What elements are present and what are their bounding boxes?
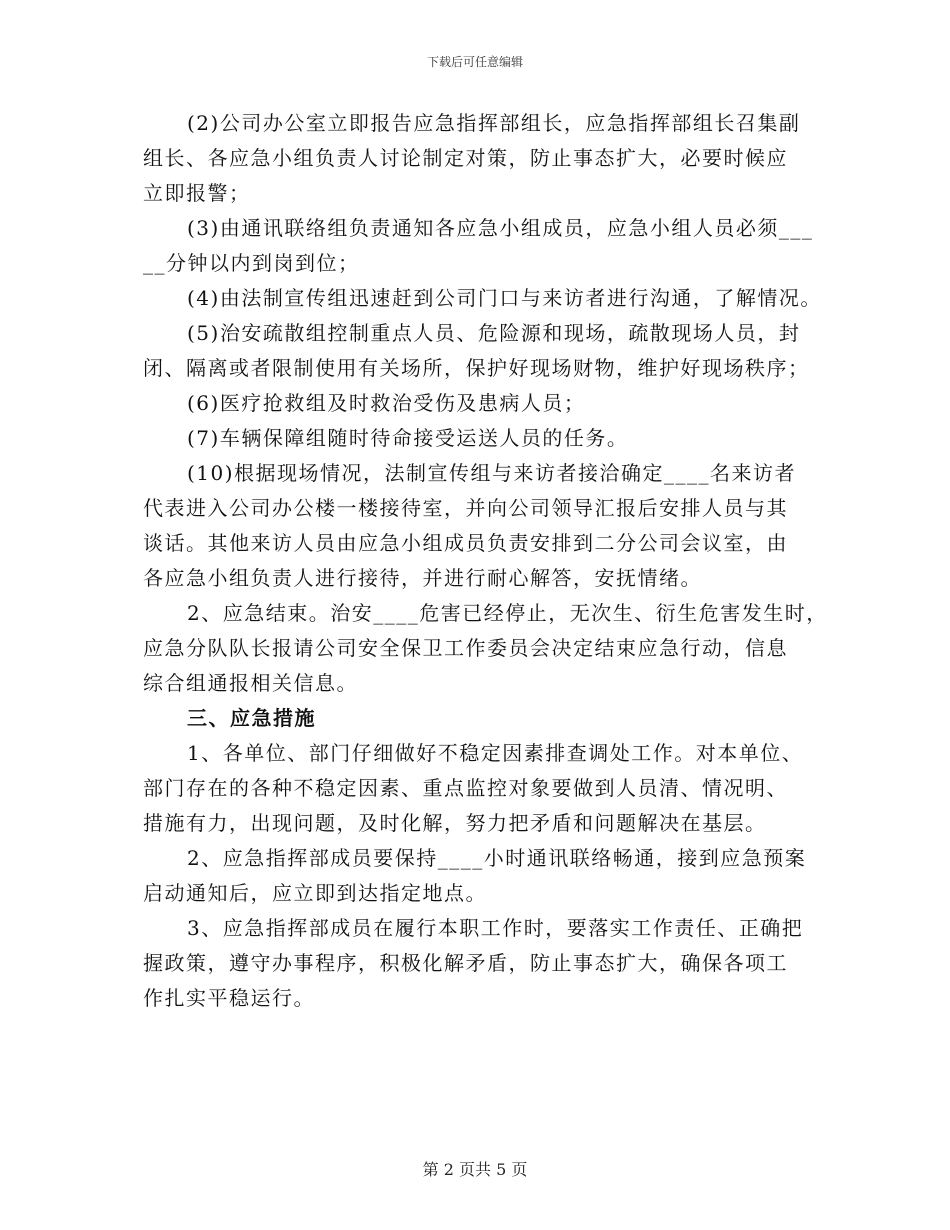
measures-group [143,736,823,1016]
paragraph [143,316,823,386]
paragraph [143,421,823,456]
paragraph-line: 应急分队队长报请公司安全保卫工作委员会决定结束应急行动，信息 [143,636,788,660]
paragraph-line: (6)医疗抢救组及时救治受伤及患病人员； [187,391,586,415]
paragraph [143,596,828,701]
paragraph-line: 谈话。其他来访人员由应急小组成员负责安排到二分公司会议室，由 [143,531,788,555]
paragraph-line: 综合组通报相关信息。 [143,671,358,695]
paragraph-line: 3、应急指挥部成员在履行本职工作时，要落实工作责任、正确把 [187,916,804,940]
paragraph [143,386,823,421]
paragraph-line: 立即报警； [143,181,251,205]
page-header: 下载后可任意编辑 [426,55,523,69]
paragraph-line: 作扎实平稳运行。 [143,986,315,1010]
paragraph [143,211,823,281]
paragraph [143,736,823,841]
paragraph-line: (10)根据现场情况，法制宣传组与来访者接洽确定____名来访者 [187,461,797,485]
paragraph-line: 组长、各应急小组负责人讨论制定对策，防止事态扩大，必要时候应 [143,146,788,170]
paragraph-line: 闭、隔离或者限制使用有关场所，保护好现场财物，维护好现场秩序； [143,356,810,380]
paragraph [143,456,823,596]
paragraph [143,911,823,1016]
paragraph-line: 各应急小组负责人进行接待，并进行耐心解答，安抚情绪。 [143,566,702,590]
paragraph-line: 1、各单位、部门仔细做好不稳定因素排查调处工作。对本单位、 [187,741,804,765]
paragraph [143,841,823,911]
paragraph-line: 启动通知后，应立即到达指定地点。 [143,881,487,905]
paragraph-line: 措施有力，出现问题，及时化解，努力把矛盾和问题解决在基层。 [143,811,767,835]
paragraph-line: (2)公司办公室立即报告应急指挥部组长，应急指挥部组长召集副 [187,111,801,135]
paragraph-group [143,106,828,701]
paragraph [143,281,823,316]
paragraph-line: 代表进入公司办公楼一楼接待室，并向公司领导汇报后安排人员与其 [143,496,788,520]
paragraph-line: (4)由法制宣传组迅速赶到公司门口与来访者进行沟通，了解情况。 [187,286,822,310]
section-heading: 三、应急措施 [187,706,316,730]
paragraph [143,106,823,211]
paragraph-line: (7)车辆保障组随时待命接受运送人员的任务。 [187,426,629,450]
paragraph-line: __分钟以内到岗到位； [143,251,360,275]
paragraph-line: (5)治安疏散组控制重点人员、危险源和现场，疏散现场人员，封 [187,321,801,345]
paragraph-line: 部门存在的各种不稳定因素、重点监控对象要做到人员清、情况明、 [143,776,788,800]
paragraph-line: 握政策，遵守办事程序，积极化解矛盾，防止事态扩大，确保各项工 [143,951,788,975]
document-body [143,106,828,1016]
page-footer: 第 2 页共 5 页 [422,1160,528,1179]
paragraph-line: 2、应急指挥部成员要保持____小时通讯联络畅通，接到应急预案 [187,846,807,870]
paragraph-line: (3)由通讯联络组负责通知各应急小组成员，应急小组人员必须___ [187,216,814,240]
paragraph-line: 2、应急结束。治安____危害已经停止，无次生、衍生危害发生时， [187,601,828,625]
